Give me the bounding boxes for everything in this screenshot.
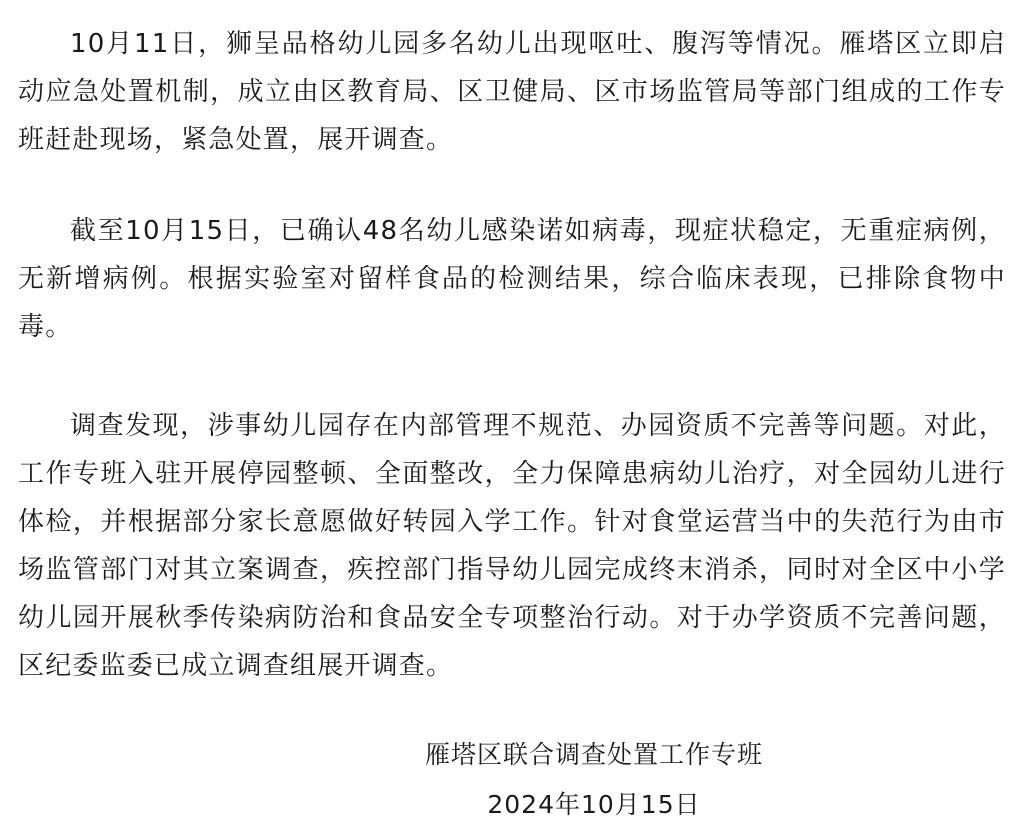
- paragraph-status: 截至10月15日，已确认48名幼儿感染诺如病毒，现症状稳定，无重症病例，无新增病例。根据实验室对留样食品的检测结果，综合临床表现，已排除食物中毒。: [18, 216, 1006, 342]
- signature-organization: 雁塔区联合调查处置工作专班: [424, 740, 763, 769]
- paragraph-investigation: 调查发现，涉事幼儿园存在内部管理不规范、办园资质不完善等问题。对此，工作专班入驻开展停园整顿、全面整改，全力保障患病幼儿治疗，对全园幼儿进行体检，并根据部分家长意愿做好转园入学工作。针对食堂运营当中的失范行为由市场监管部门对其立案调查，疾控部门指导幼儿园完成终末消杀，同时对全区中小学幼儿园开展秋季传染病防治和食品安全专项整治行动。对于办学资质不完善问题，区纪委监委已成立调查组展开调查。: [18, 411, 1006, 681]
- paragraph-incident: 10月11日，狮呈品格幼儿园多名幼儿出现呕吐、腹泻等情况。雁塔区立即启动应急处置机制，成立由区教育局、区卫健局、区市场监管局等部门组成的工作专班赶赴现场，紧急处置，展开调查。: [18, 29, 1006, 155]
- signature-date: 2024年10月15日: [487, 790, 701, 819]
